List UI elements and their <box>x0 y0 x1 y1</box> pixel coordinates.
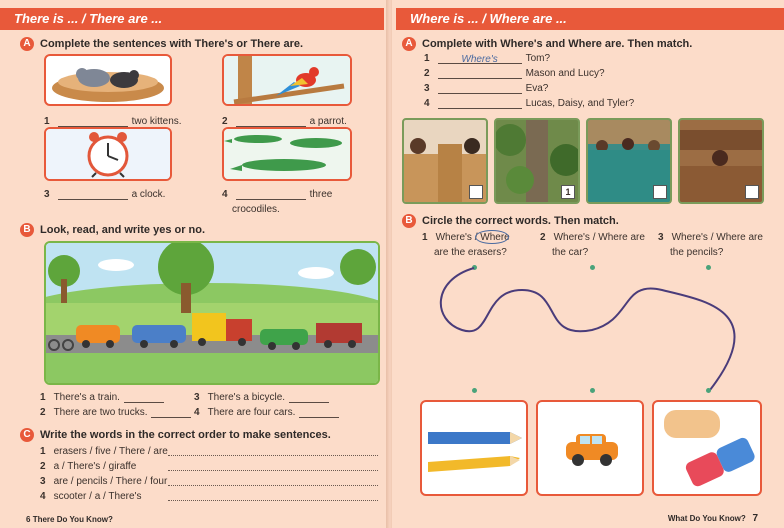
left-page <box>0 0 388 528</box>
item-ra4: 4 Lucas, Daisy, and Tyler? <box>424 98 635 109</box>
section-b-badge: B <box>20 223 34 237</box>
c-answer-line[interactable] <box>168 455 378 456</box>
match-box[interactable] <box>653 185 667 199</box>
section-a-badge: A <box>20 37 34 51</box>
left-title-bar <box>0 8 384 30</box>
road-scene-picture <box>44 241 380 385</box>
left-page-title: There is ... / There are ... <box>14 11 163 26</box>
photo-tree <box>494 118 580 204</box>
item-a4: 4 three <box>222 189 333 200</box>
item-c4: 4 scooter / a / There's <box>40 491 142 502</box>
photo-pool <box>586 118 672 204</box>
answer-blank[interactable] <box>438 69 522 79</box>
item-b3: 3 There's a bicycle. <box>194 392 333 403</box>
item-b2: 2 There are two trucks. <box>40 407 195 418</box>
match-box[interactable] <box>745 185 759 199</box>
section-b-instruction: Circle the correct words. Then match. <box>422 214 619 227</box>
item-a4-cont: crocodiles. <box>232 204 280 215</box>
item-rb2: 2 Where's / Where are <box>540 232 645 243</box>
item-rb1: 1 Where's / Where <box>422 232 510 243</box>
item-b1: 1 There's a train. <box>40 392 168 403</box>
item-rb3: 3 Where's / Where are <box>658 232 763 243</box>
answer-blank[interactable] <box>438 99 522 109</box>
section-a-badge: A <box>402 37 416 51</box>
parrot-picture <box>222 54 352 106</box>
section-c-instruction: Write the words in the correct order to make sentences. <box>40 428 331 441</box>
item-rb1-line2: are the erasers? <box>434 247 507 258</box>
kittens-picture <box>44 54 172 106</box>
item-c1: 1 erasers / five / There / are <box>40 446 168 457</box>
match-dot[interactable] <box>472 388 477 393</box>
answer-blank[interactable] <box>236 190 306 200</box>
item-rb2-line2: the car? <box>552 247 589 258</box>
answer-blank[interactable] <box>236 117 306 127</box>
matching-line <box>392 260 784 400</box>
right-title-bar <box>396 8 784 30</box>
c-answer-line[interactable] <box>168 470 378 471</box>
item-c2: 2 a / There's / giraffe <box>40 461 137 472</box>
pencils-picture <box>420 400 528 496</box>
match-dot[interactable] <box>590 388 595 393</box>
right-section-a <box>402 37 692 51</box>
photo-treehouse <box>678 118 764 204</box>
answer-blank[interactable] <box>58 117 128 127</box>
left-section-c <box>20 428 331 442</box>
right-page-title: Where is ... / Where are ... <box>410 11 567 26</box>
item-c3: 3 are / pencils / There / four <box>40 476 168 487</box>
left-section-b <box>20 223 205 237</box>
item-ra3: 3 Eva? <box>424 83 549 94</box>
item-b4: 4 There are four cars. <box>194 407 343 418</box>
left-footer: 6 There Do You Know? <box>26 515 113 524</box>
item-a2: 2 a parrot. <box>222 116 347 127</box>
answer-blank[interactable] <box>58 190 128 200</box>
circled-answer <box>475 230 509 244</box>
section-b-badge: B <box>402 214 416 228</box>
crocodiles-picture <box>222 127 352 181</box>
item-ra2: 2 Mason and Lucy? <box>424 68 605 79</box>
erasers-picture <box>652 400 762 496</box>
section-a-instruction: Complete the sentences with There's or There are. <box>40 37 304 50</box>
clock-picture <box>44 127 172 181</box>
c-answer-line[interactable] <box>168 485 378 486</box>
car-picture <box>536 400 644 496</box>
item-a3: 3 a clock. <box>44 189 166 200</box>
match-dot[interactable] <box>706 388 711 393</box>
section-a-instruction: Complete with Where's and Where are. Then match. <box>422 37 693 50</box>
section-c-badge: C <box>20 428 34 442</box>
answer-blank[interactable] <box>151 408 191 418</box>
left-section-a <box>20 37 303 51</box>
right-page <box>392 0 784 528</box>
photo-boxes <box>402 118 488 204</box>
answer-blank[interactable] <box>438 84 522 94</box>
c-answer-line[interactable] <box>168 500 378 501</box>
match-box[interactable]: 1 <box>561 185 575 199</box>
answer-blank[interactable] <box>299 408 339 418</box>
match-box[interactable] <box>469 185 483 199</box>
section-b-instruction: Look, read, and write yes or no. <box>40 223 206 236</box>
right-footer: What Do You Know? 7 <box>667 513 758 524</box>
item-ra1: 1 Where's Tom? <box>424 53 551 65</box>
item-a1: 1 two kittens. <box>44 116 182 127</box>
right-section-b <box>402 214 619 228</box>
answer-blank[interactable] <box>289 393 329 403</box>
answer-blank[interactable] <box>124 393 164 403</box>
item-rb3-line2: the pencils? <box>670 247 724 258</box>
answer-blank[interactable]: Where's <box>438 54 522 64</box>
